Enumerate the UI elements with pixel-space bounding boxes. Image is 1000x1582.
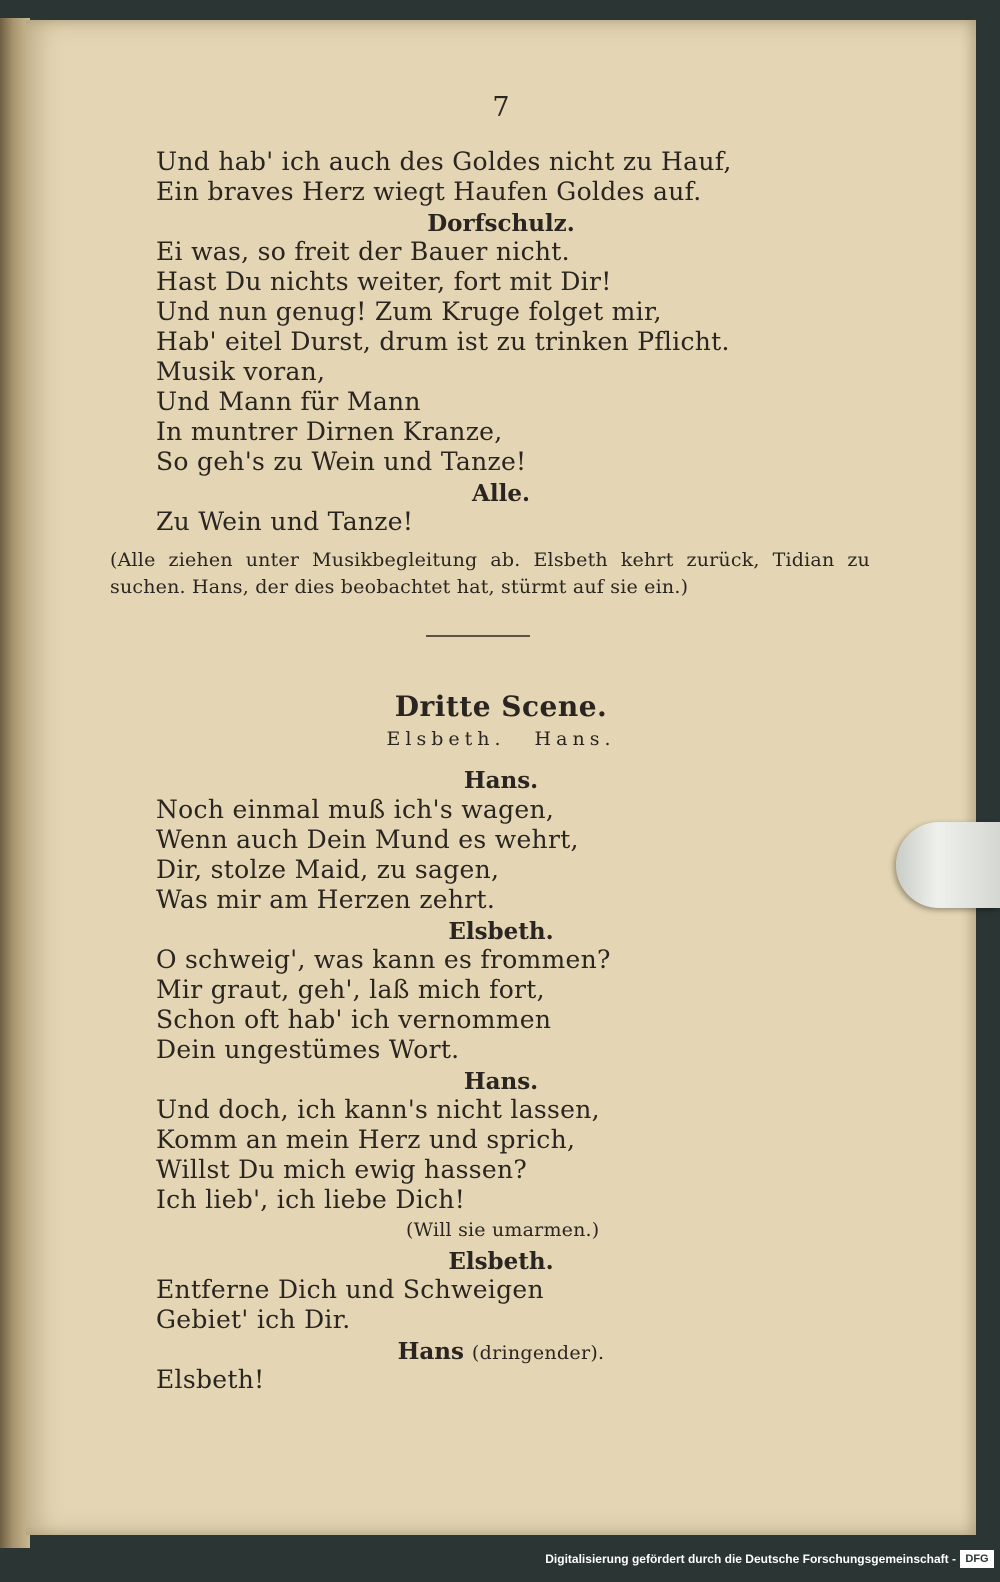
- stage-direction: (Alle ziehen unter Musikbegleitung ab. Elsbeth kehrt zurück, Tidian zu suchen. Hans, der dies beobachtet hat, stürmt auf sie ein.): [110, 549, 870, 598]
- verse-line: Schon oft hab' ich vernommen: [156, 1005, 552, 1034]
- verse-line: Und hab' ich auch des Goldes nicht zu Hauf,: [156, 147, 732, 176]
- verse-line: Mir graut, geh', laß mich fort,: [156, 975, 545, 1004]
- section-divider: [426, 635, 530, 637]
- verse-line: Wenn auch Dein Mund es wehrt,: [156, 825, 579, 854]
- footer-credit: Digitalisierung gefördert durch die Deutsche Forschungsgemeinschaft -: [545, 1552, 956, 1566]
- speaker-name: Hans: [397, 1338, 464, 1365]
- dfg-logo: DFG: [960, 1550, 994, 1568]
- verse-line: Dir, stolze Maid, zu sagen,: [156, 855, 500, 884]
- stage-direction: (dringender).: [471, 1342, 605, 1364]
- speaker-name: Alle.: [472, 480, 530, 507]
- verse-line: Gebiet' ich Dir.: [156, 1305, 351, 1334]
- verse-line: Und Mann für Mann: [156, 387, 421, 416]
- verse-line: So geh's zu Wein und Tanze!: [156, 447, 527, 476]
- verse-line: Ein braves Herz wiegt Haufen Goldes auf.: [156, 177, 702, 206]
- verse-line: Willst Du mich ewig hassen?: [156, 1155, 528, 1184]
- speaker-name: Elsbeth.: [448, 1248, 554, 1275]
- verse-line: Dein ungestümes Wort.: [156, 1035, 460, 1064]
- speaker-line-hans: [26, 1338, 976, 1367]
- verse-line: Zu Wein und Tanze!: [156, 507, 414, 536]
- verse-line: Und nun genug! Zum Kruge folget mir,: [156, 297, 662, 326]
- verse-line: Musik voran,: [156, 357, 326, 386]
- stage-direction: (Will sie umarmen.): [406, 1219, 600, 1241]
- book-page: [26, 20, 976, 1535]
- verse-line: Was mir am Herzen zehrt.: [156, 885, 496, 914]
- speaker-name: Dorfschulz.: [427, 210, 575, 237]
- speaker-name: Elsbeth.: [448, 918, 554, 945]
- speaker-name: Hans.: [463, 1068, 539, 1095]
- scene-title: Dritte Scene.: [394, 690, 608, 723]
- verse-line: Noch einmal muß ich's wagen,: [156, 795, 555, 824]
- verse-line: Ei was, so freit der Bauer nicht.: [156, 237, 570, 266]
- verse-line: In muntrer Dirnen Kranze,: [156, 417, 503, 446]
- verse-line: O schweig', was kann es frommen?: [156, 945, 611, 974]
- verse-line: Hast Du nichts weiter, fort mit Dir!: [156, 267, 612, 296]
- verse-line: Und doch, ich kann's nicht lassen,: [156, 1095, 600, 1124]
- verse-line: Ich lieb', ich liebe Dich!: [156, 1185, 466, 1214]
- verse-line: Hab' eitel Durst, drum ist zu trinken Pflicht.: [156, 327, 730, 356]
- verse-line: Entferne Dich und Schweigen: [156, 1275, 544, 1304]
- verse-line: Komm an mein Herz und sprich,: [156, 1125, 576, 1154]
- speaker-name: Hans.: [463, 767, 539, 794]
- verse-line: Elsbeth!: [156, 1365, 265, 1394]
- page-number: 7: [492, 92, 510, 123]
- scene-characters: Elsbeth. Hans.: [386, 728, 616, 750]
- page-clip-marker: [896, 822, 1000, 908]
